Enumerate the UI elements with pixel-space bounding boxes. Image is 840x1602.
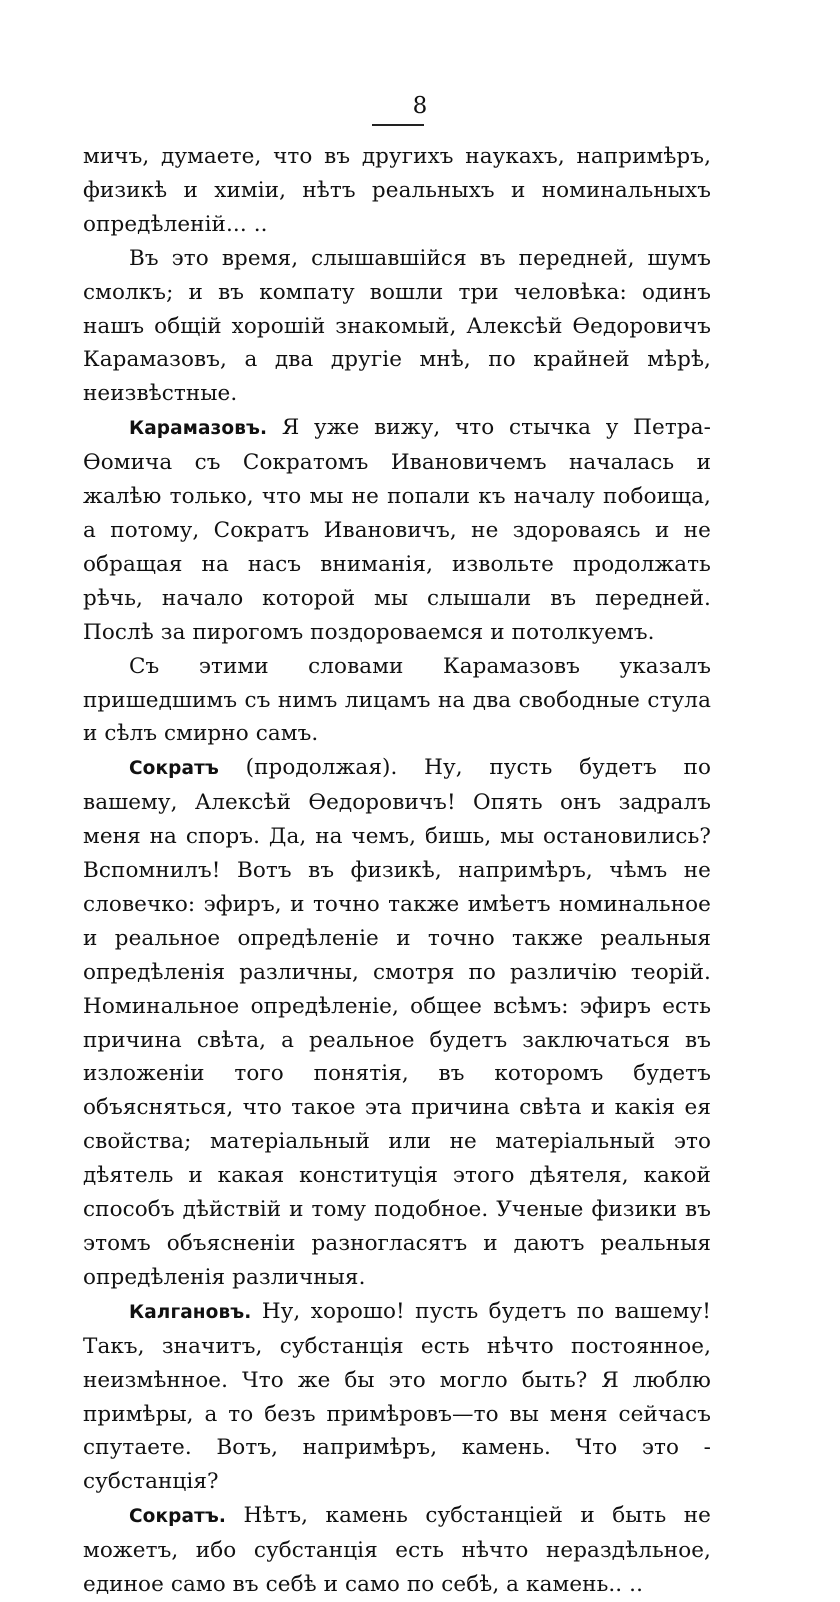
paragraph — [83, 650, 711, 752]
paragraph — [83, 1295, 711, 1499]
paragraph-text: (продолжая). Ну, пусть будетъ по вашему, Алексѣй Ѳедоровичъ! Опять онъ задралъ меня на споръ. Да, на чемъ, бишь, мы остановились? Вспомнилъ! Вотъ въ физикѣ, напримѣръ, чѣмъ не словечко: эфиръ, и точно также имѣетъ номинальное и реальное опредѣленіе и точно также реальныя опредѣленія различны, смотря по различію теорій. Номинальное опредѣленіе, общее всѣмъ: эфиръ есть причина свѣта, а реальное будетъ заключаться въ изложеніи того понятія, въ которомъ будетъ объясняться, что такое эта причина свѣта и какія ея свойства; матеріальный или не матеріальный это дѣятель и какая конституція этого дѣятеля, какой способъ дѣйствій и тому подобное. Ученые физики въ этомъ объясненіи разногласятъ и даютъ реальныя опредѣленія различныя. — [83, 755, 711, 1290]
header-rule — [372, 124, 424, 126]
speaker-name: Сократъ — [129, 758, 219, 780]
paragraph-text: Съ этими словами Карамазовъ указалъ пришедшимъ съ нимъ лицамъ на два свободные стула и сѣлъ смирно самъ. — [83, 653, 711, 747]
paragraph-text: Нѣтъ, камень субстанціей и быть не можетъ, ибо субстанція есть нѣчто нераздѣльное, единое само въ себѣ и само по себѣ, а камень.. .. — [83, 1503, 711, 1598]
speaker-name: Сократъ. — [129, 1506, 227, 1528]
paragraph — [83, 751, 711, 1295]
page-number: 8 — [412, 93, 428, 119]
paragraph — [83, 242, 711, 412]
paragraph-text: Я уже вижу, что стычка у Петра-Ѳомича съ Сократомъ Ивановичемъ началась и жалѣю только, что мы не попали къ началу побоища, а потому, Сократъ Ивановичъ, не здороваясь и не обращая на насъ вниманія, извольте продолжать рѣчь, начало которой мы слышали въ передней. Послѣ за пирогомъ поздороваемся и потолкуемъ. — [83, 415, 711, 645]
paragraph — [83, 140, 711, 242]
body-text — [83, 140, 711, 1602]
paragraph-text: Въ это время, слышавшійся въ передней, шумъ смолкъ; и въ компату вошли три человѣка: одинъ нашъ общій хорошій знакомый, Алексѣй Ѳедоровичъ Карамазовъ, а два другіе мнѣ, по крайней мѣрѣ, неизвѣстные. — [83, 245, 711, 407]
speaker-name: Калгановъ. — [129, 1301, 252, 1323]
speaker-name: Карамазовъ. — [129, 418, 268, 440]
paragraph — [83, 411, 711, 649]
paragraph-text: Ну, хорошо! пусть будетъ по вашему! Такъ, значитъ, субстанція есть нѣчто постоянное, неизмѣнное. Что же бы это могло быть? Я люблю примѣры, а то безъ примѣровъ—то вы меня сейчасъ спутаете. Вотъ, напримѣръ, камень. Что это - субстанція? — [83, 1298, 711, 1495]
paragraph-text: мичъ, думаете, что въ другихъ наукахъ, напримѣръ, физикѣ и химіи, нѣтъ реальныхъ и номинальныхъ опредѣленій... .. — [83, 144, 711, 237]
paragraph — [83, 1499, 711, 1602]
